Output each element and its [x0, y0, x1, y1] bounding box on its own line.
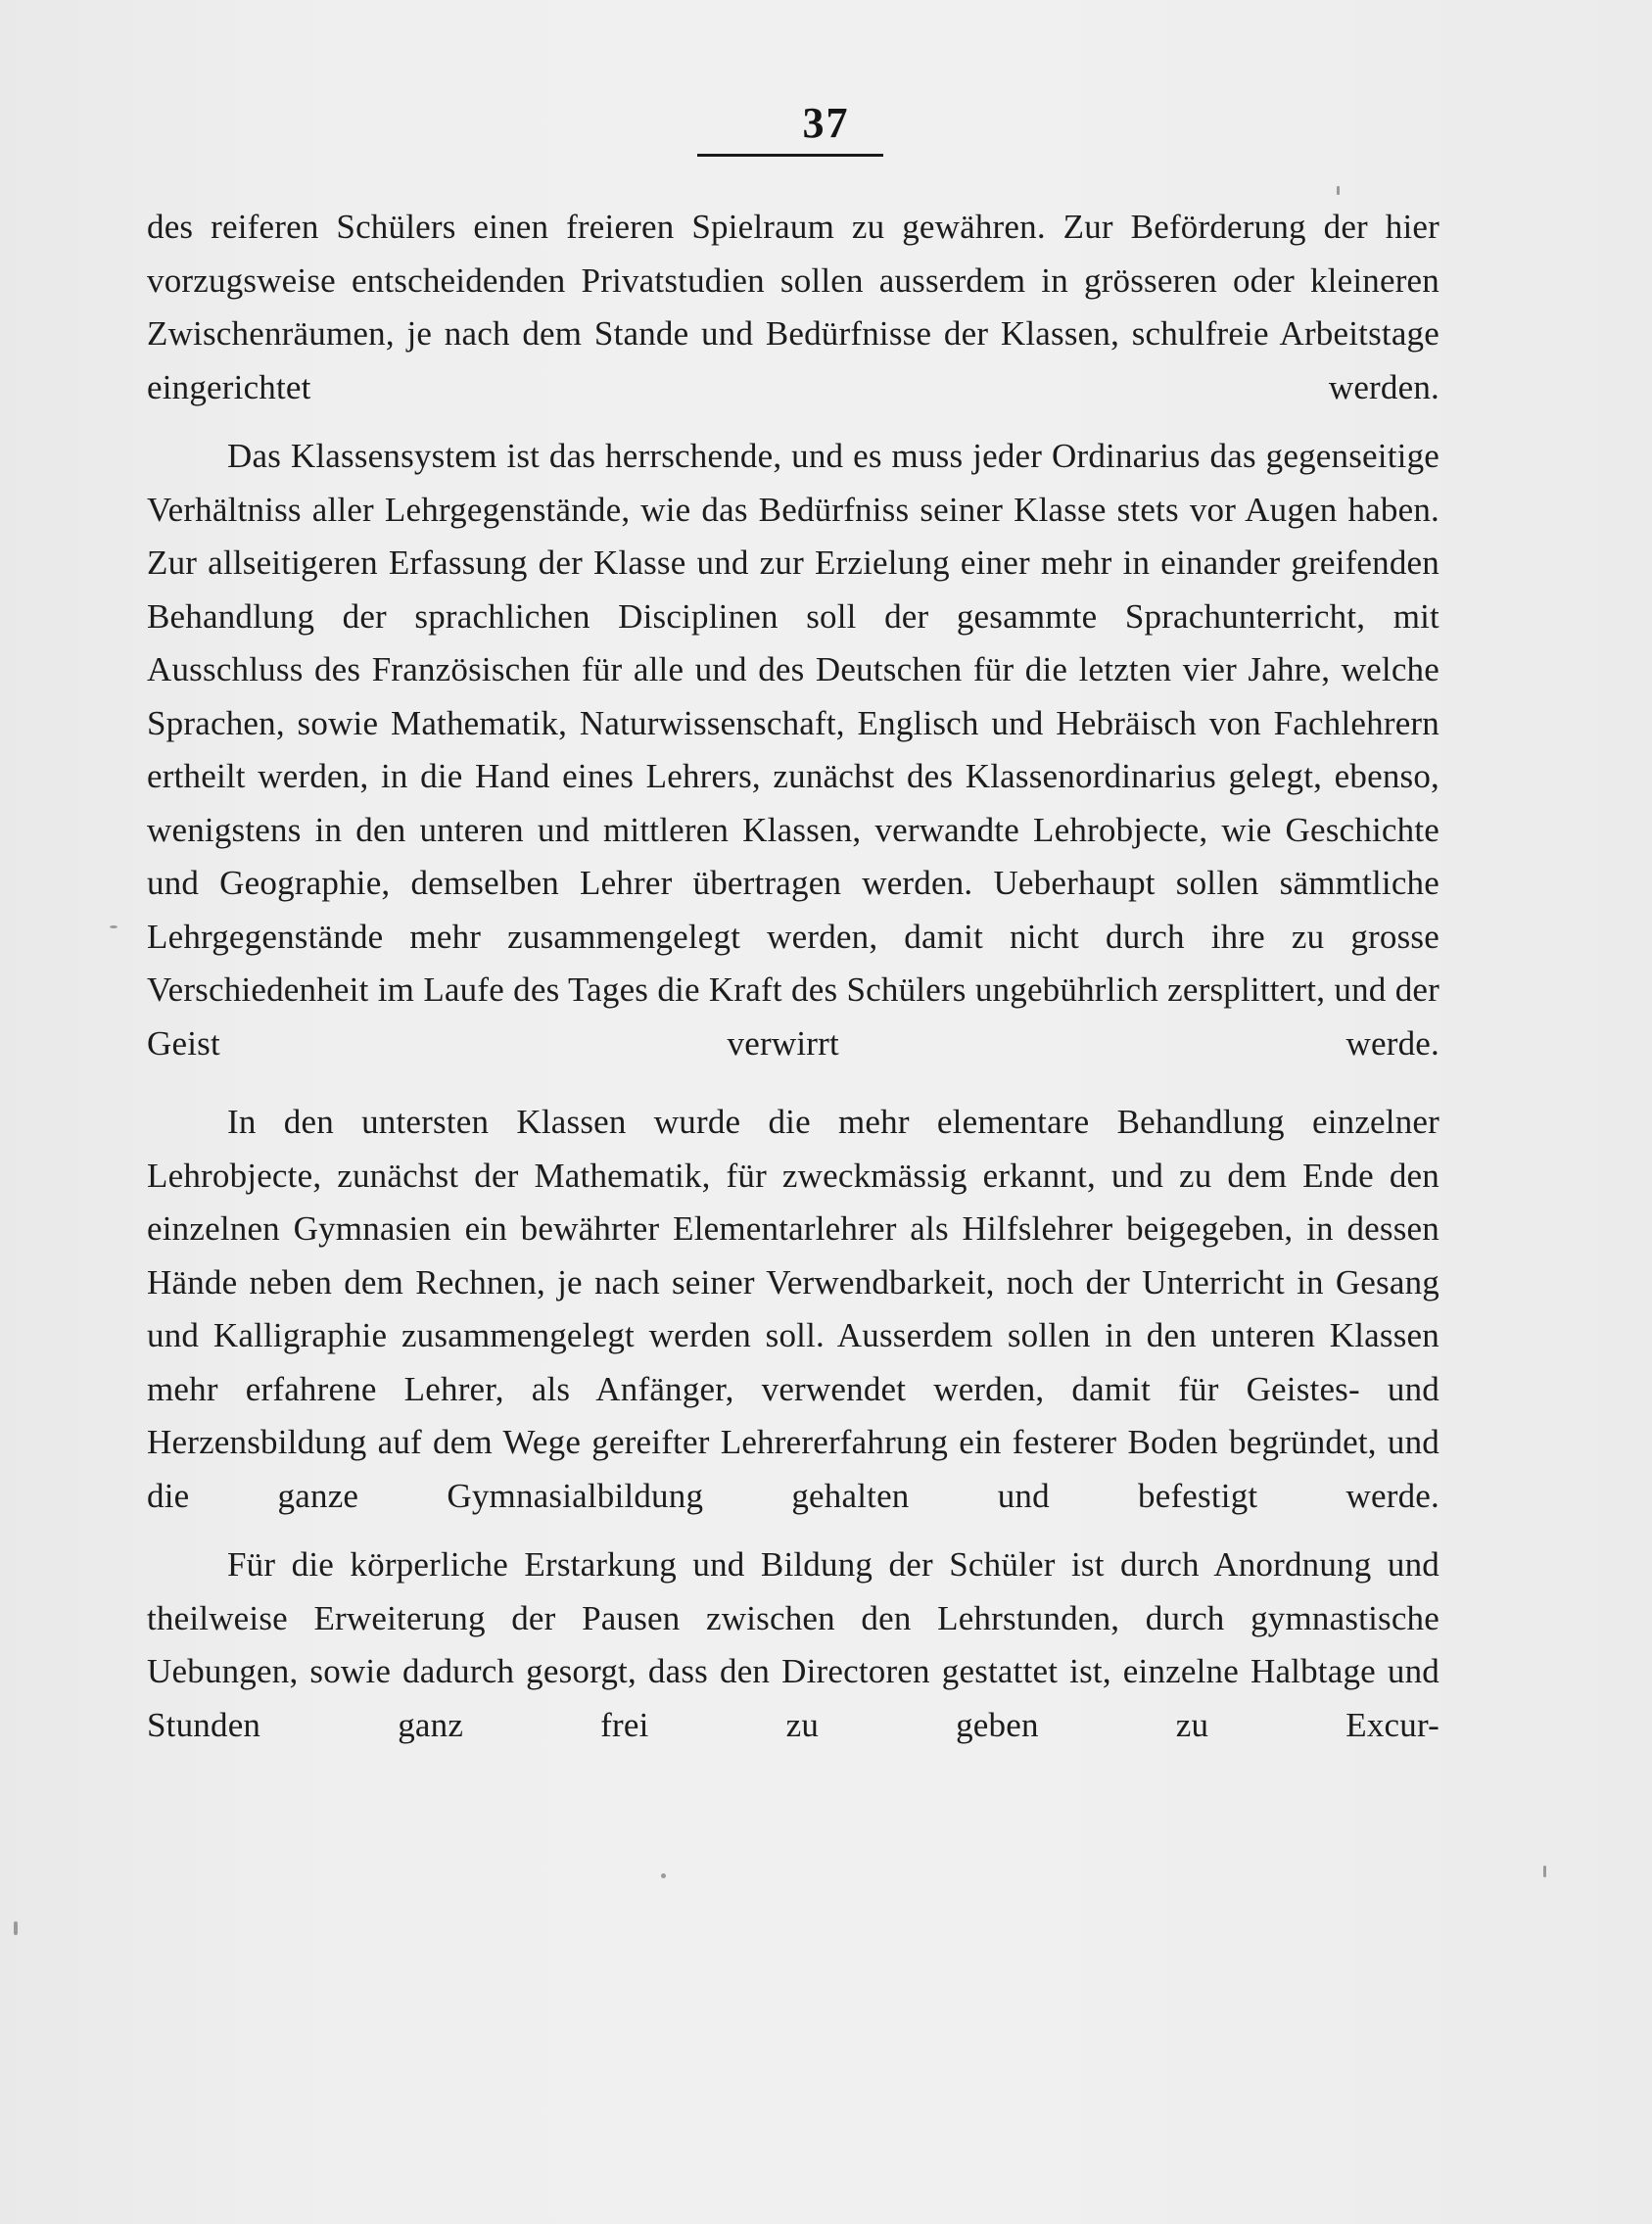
- paragraph-1: des reiferen Schülers einen freieren Spielraum zu gewähren. Zur Beförderung der hier vorzugsweise entscheidenden Privatstudien sollen ausserdem in grösseren oder kleineren Zwischenräumen, je nach dem Stande und Bedürfnisse der Klassen, schulfreie Arbeitstage eingerichtet werden.: [147, 208, 1440, 406]
- paper-speck: [1337, 186, 1340, 195]
- body-text: [147, 201, 1440, 1752]
- paper-speck: [14, 1921, 18, 1935]
- paper-speck: [1543, 1866, 1546, 1877]
- paragraph-2: Das Klassensystem ist das herrschende, und es muss jeder Ordinarius das gegenseitige Verhältniss aller Lehrgegenstände, wie das Bedürfniss seiner Klasse stets vor Augen haben. Zur allseitigeren Erfassung der Klasse und zur Erzielung einer mehr in einander greifenden Behandlung der sprachlichen Disciplinen soll der gesammte Sprachunterricht, mit Ausschluss des Französischen für alle und des Deutschen für die letzten vier Jahre, welche Sprachen, sowie Mathematik, Naturwissenschaft, Englisch und Hebräisch von Fachlehrern ertheilt werden, in die Hand eines Lehrers, zunächst des Klassenordinarius gelegt, ebenso, wenigstens in den unteren und mittleren Klassen, verwandte Lehrobjecte, wie Geschichte und Geographie, demselben Lehrer übertragen werden. Ueberhaupt sollen sämmtliche Lehrgegenstände mehr zusammengelegt werden, damit nicht durch ihre zu grosse Verschiedenheit im Laufe des Tages die Kraft des Schülers ungebührlich zersplittert, und der Geist verwirrt werde.: [147, 437, 1440, 1063]
- paper-speck: [110, 925, 118, 928]
- paragraph-4: Für die körperliche Erstarkung und Bildung der Schüler ist durch Anordnung und theilweise Erweiterung der Pausen zwischen den Lehrstunden, durch gymnastische Uebungen, sowie dadurch gesorgt, dass den Directoren gestattet ist, einzelne Halbtage und Stunden ganz frei zu geben zu Excur-: [147, 1545, 1440, 1744]
- page-number-rule: [697, 154, 883, 157]
- page-number: 37: [802, 99, 850, 147]
- paragraph-3: In den untersten Klassen wurde die mehr elementare Behandlung einzelner Lehrobjecte, zunächst der Mathematik, für zweckmässig erkannt, und zu dem Ende den einzelnen Gymnasien ein bewährter Elementarlehrer als Hilfslehrer beigegeben, in dessen Hände neben dem Rechnen, je nach seiner Verwendbarkeit, noch der Unterricht in Gesang und Kalligraphie zusammengelegt werden soll. Ausserdem sollen in den unteren Klassen mehr erfahrene Lehrer, als Anfänger, verwendet werden, damit für Geistes- und Herzensbildung auf dem Wege gereifter Lehrererfahrung ein festerer Boden begründet, und die ganze Gymnasialbildung gehalten und befestigt werde.: [147, 1103, 1440, 1515]
- paper-speck: [661, 1873, 666, 1878]
